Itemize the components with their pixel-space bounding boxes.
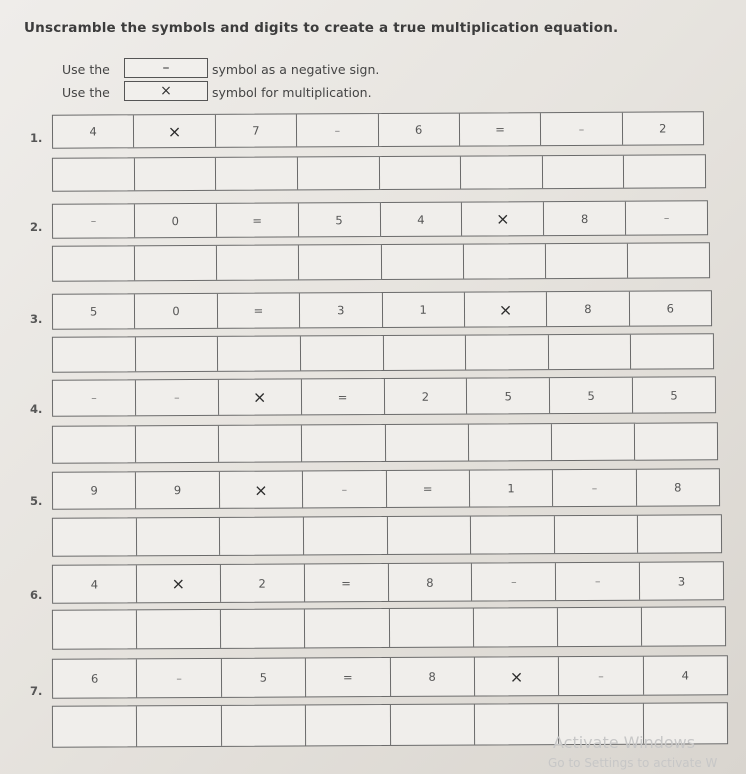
answer-box[interactable]: [390, 705, 475, 745]
tile[interactable]: ×: [219, 379, 302, 414]
tile[interactable]: 8: [674, 480, 682, 495]
answer-box[interactable]: [222, 705, 307, 745]
answer-box[interactable]: [137, 706, 222, 746]
problem-3-answer-row: [52, 333, 714, 372]
answer-box[interactable]: [552, 424, 635, 460]
answer-box[interactable]: [135, 158, 217, 190]
tile[interactable]: –: [137, 659, 222, 697]
tile[interactable]: 2: [221, 564, 305, 601]
answer-box[interactable]: [474, 608, 558, 646]
tile[interactable]: 8: [390, 658, 475, 696]
answer-box[interactable]: [216, 157, 298, 189]
tile[interactable]: =: [386, 471, 470, 507]
legend-negative-sign: [62, 58, 482, 80]
problem-6-answer-row: [52, 606, 726, 650]
answer-box[interactable]: [306, 705, 391, 745]
problem-number: 1.: [30, 131, 43, 145]
tile[interactable]: 4: [681, 668, 690, 683]
tile[interactable]: =: [305, 564, 389, 601]
tile[interactable]: 4: [53, 115, 135, 147]
tile[interactable]: 8: [547, 292, 630, 326]
answer-box[interactable]: [381, 245, 463, 279]
tile[interactable]: ×: [462, 202, 544, 235]
tile[interactable]: 9: [53, 472, 137, 508]
tile[interactable]: =: [302, 379, 385, 414]
answer-box[interactable]: [631, 334, 713, 368]
tile[interactable]: 6: [378, 114, 460, 146]
answer-box[interactable]: [301, 336, 384, 370]
tile[interactable]: 4: [53, 565, 137, 602]
answer-box[interactable]: [136, 426, 219, 462]
tile[interactable]: –: [472, 563, 556, 600]
problem-number: 5.: [30, 494, 43, 508]
legend-times-symbol-box: ×: [124, 81, 208, 101]
answer-box[interactable]: [642, 607, 725, 645]
tile[interactable]: ×: [134, 115, 216, 147]
answer-box[interactable]: [218, 336, 301, 370]
tile[interactable]: 0: [135, 204, 217, 237]
tile[interactable]: –: [53, 204, 135, 237]
instructions-title: Unscramble the symbols and digits to create a true multiplication equation.: [24, 20, 619, 36]
answer-box[interactable]: [624, 155, 705, 187]
tile[interactable]: 8: [544, 202, 626, 235]
answer-box[interactable]: [543, 156, 625, 188]
tile[interactable]: 4: [380, 203, 462, 236]
problem-2-scrambled-row: [52, 200, 708, 238]
tile[interactable]: 5: [53, 294, 136, 328]
problem-1-answer-row: [52, 154, 706, 191]
legend-prefix: Use the: [62, 62, 110, 77]
answer-box[interactable]: [383, 336, 466, 370]
problem-1-scrambled-row: [52, 111, 704, 148]
answer-box[interactable]: [137, 610, 221, 648]
answer-box[interactable]: [221, 609, 305, 647]
legend-multiplication: [62, 81, 482, 103]
answer-box[interactable]: [53, 706, 138, 746]
tile[interactable]: 2: [659, 121, 667, 136]
tile[interactable]: –: [559, 657, 644, 695]
problem-7-scrambled-row: [52, 655, 728, 699]
tile[interactable]: 9: [136, 472, 220, 508]
tile[interactable]: 1: [382, 293, 465, 327]
problem-5-scrambled-row: [52, 468, 720, 509]
problem-number: 4.: [30, 402, 43, 416]
answer-box[interactable]: [217, 245, 299, 279]
problem-5-answer-row: [52, 514, 722, 557]
tile[interactable]: –: [556, 563, 640, 600]
tile[interactable]: =: [218, 293, 301, 327]
answer-box[interactable]: [305, 609, 389, 647]
legend-prefix: Use the: [62, 85, 110, 100]
problem-4-scrambled-row: [52, 376, 716, 416]
answer-box[interactable]: [461, 156, 543, 188]
tile[interactable]: =: [460, 113, 542, 145]
legend-description: symbol for multiplication.: [212, 85, 372, 100]
answer-box[interactable]: [387, 517, 471, 554]
legend-description: symbol as a negative sign.: [212, 62, 380, 77]
answer-box[interactable]: [385, 425, 468, 461]
problem-number: 6.: [30, 588, 43, 602]
activate-windows-hint: Go to Settings to activate W: [548, 756, 718, 770]
answer-box[interactable]: [53, 610, 137, 648]
answer-box[interactable]: [475, 704, 560, 744]
problem-number: 7.: [30, 684, 43, 698]
tile[interactable]: –: [663, 211, 670, 225]
answer-box[interactable]: [53, 158, 135, 190]
tile[interactable]: 6: [53, 659, 138, 697]
answer-box[interactable]: [136, 337, 219, 371]
answer-box[interactable]: [555, 516, 639, 553]
answer-box[interactable]: [379, 157, 461, 189]
tile[interactable]: 5: [299, 203, 381, 236]
problem-number: 3.: [30, 312, 43, 326]
tile[interactable]: –: [303, 471, 387, 507]
answer-box[interactable]: [137, 518, 221, 555]
legend-minus-symbol-box: –: [124, 58, 208, 78]
tile[interactable]: 3: [677, 573, 686, 588]
answer-box[interactable]: [219, 425, 302, 461]
tile[interactable]: 2: [384, 379, 467, 414]
answer-box[interactable]: [466, 335, 549, 369]
tile[interactable]: =: [217, 203, 299, 236]
answer-box[interactable]: [302, 425, 385, 461]
answer-box[interactable]: [53, 246, 135, 280]
problem-4-answer-row: [52, 422, 718, 463]
tile[interactable]: –: [136, 380, 219, 415]
answer-box[interactable]: [220, 517, 304, 554]
tile[interactable]: 5: [467, 378, 550, 413]
tile[interactable]: 3: [300, 293, 383, 327]
problem-3-scrambled-row: [52, 290, 712, 329]
answer-box[interactable]: [471, 516, 555, 553]
tile[interactable]: 8: [388, 564, 472, 601]
tile[interactable]: –: [53, 380, 136, 415]
tile[interactable]: ×: [220, 471, 304, 507]
tile[interactable]: 7: [216, 114, 298, 146]
tile[interactable]: –: [553, 470, 637, 506]
tile[interactable]: 1: [470, 470, 554, 506]
tile[interactable]: 0: [135, 294, 218, 328]
answer-box[interactable]: [638, 515, 721, 552]
answer-box[interactable]: [546, 244, 628, 278]
answer-box[interactable]: [53, 426, 136, 462]
answer-box[interactable]: [299, 245, 381, 279]
answer-box[interactable]: [549, 335, 632, 369]
tile[interactable]: ×: [475, 657, 560, 695]
tile[interactable]: –: [297, 114, 379, 146]
tile[interactable]: ×: [137, 565, 221, 602]
activate-windows-watermark: Activate Windows: [553, 733, 696, 752]
tile[interactable]: 5: [670, 387, 678, 403]
answer-box[interactable]: [53, 337, 136, 371]
problem-2-answer-row: [52, 242, 710, 281]
tile[interactable]: 5: [550, 378, 633, 413]
answer-box[interactable]: [135, 246, 217, 280]
answer-box[interactable]: [298, 157, 380, 189]
tile[interactable]: –: [541, 113, 623, 145]
problem-number: 2.: [30, 220, 43, 234]
answer-box[interactable]: [53, 518, 137, 555]
tile[interactable]: 5: [222, 658, 307, 696]
answer-box[interactable]: [558, 608, 642, 646]
answer-box[interactable]: [304, 517, 388, 554]
problem-6-scrambled-row: [52, 561, 724, 604]
answer-box[interactable]: [464, 244, 546, 278]
answer-box[interactable]: [469, 424, 552, 460]
answer-box[interactable]: [389, 609, 473, 647]
tile[interactable]: ×: [465, 292, 548, 326]
tile[interactable]: 6: [666, 301, 675, 316]
answer-box[interactable]: [635, 423, 717, 459]
answer-box[interactable]: [628, 243, 709, 277]
tile[interactable]: =: [306, 658, 391, 696]
